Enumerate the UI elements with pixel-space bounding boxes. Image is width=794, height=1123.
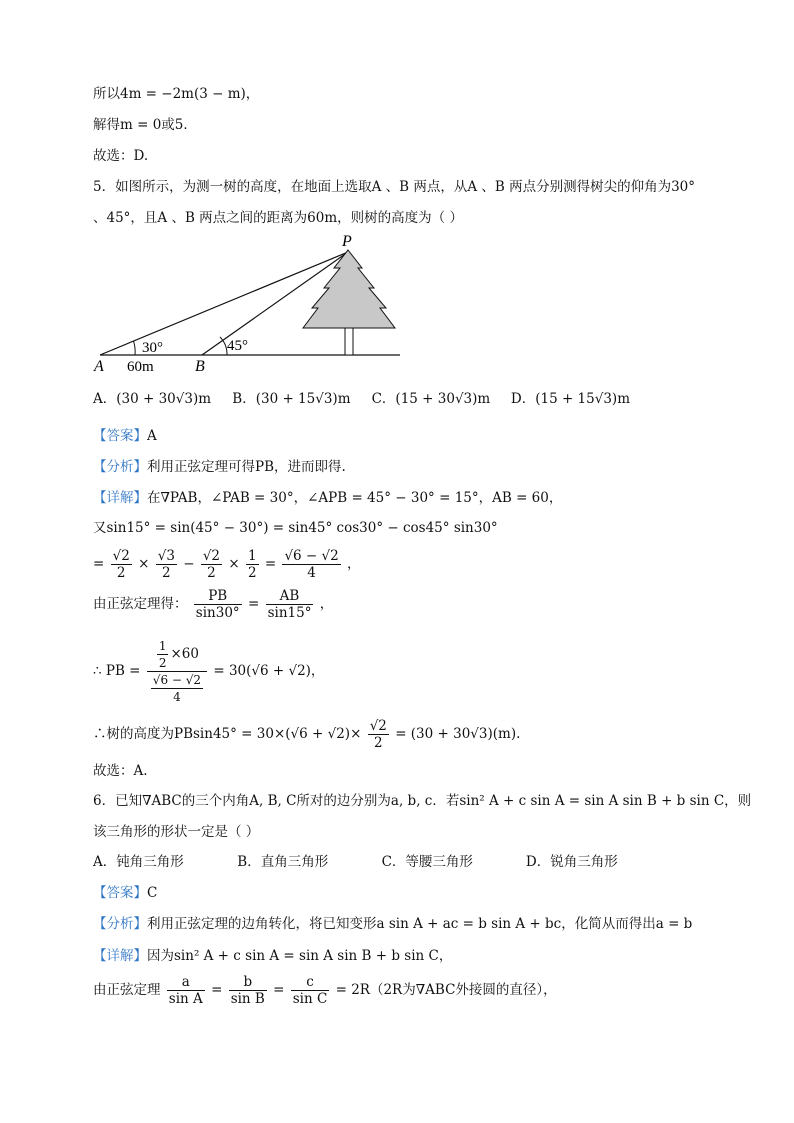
answer-value: A — [147, 428, 157, 444]
analysis-tag: 【分析】 — [93, 459, 147, 475]
question-5-stem-cont: 、45°，且A 、B 两点之间的距离为60m，则树的高度为（ ） — [93, 210, 463, 226]
sine-law-line — [93, 974, 557, 1007]
fraction: $\frac{√2}{2}$ — [112, 548, 130, 581]
choose-line: 故选：A. — [93, 763, 148, 779]
detail-line — [93, 488, 562, 508]
detail-text: 在∇PAB，∠PAB = 30°，∠APB = 45° − 30° = 15°，AB = 60， — [147, 490, 563, 506]
analysis-text: 利用正弦定理的边角转化，将已知变形a sin A + ac = b sin A + bc，化简从而得出a = b — [147, 916, 693, 932]
comma: ， — [319, 596, 334, 612]
label-p: P — [342, 233, 352, 250]
option-b[interactable]: B．(30 + 15√3)m — [232, 391, 351, 407]
pb-result: = 30(√6 + √2)， — [213, 663, 325, 679]
question-6-stem-cont: 该三角形的形状一定是（ ） — [93, 824, 260, 840]
times-sign: × — [228, 556, 240, 572]
question-6-stem: 6．已知∇ABC的三个内角A, B, C所对的边分别为a, b, c．若sin² A + c sin A = sin A sin B + b sin C，则 — [93, 793, 752, 809]
question-5-options — [93, 389, 646, 409]
text-line: 解得m = 0或5． — [93, 117, 197, 133]
tree-icon — [303, 250, 395, 355]
answer-tag: 【答案】 — [93, 885, 147, 901]
fraction: $\frac{c}{\text{sin C}}$ — [292, 974, 328, 1007]
height-prefix: ∴树的高度为PBsin45° = 30×(√6 + √2)× — [93, 726, 362, 742]
law-prefix: 由正弦定理 — [93, 982, 161, 998]
expansion-line — [93, 548, 361, 581]
sin15-line: 又sin15° = sin(45° − 30°) = sin45° cos30° − cos45° sin30° — [93, 520, 498, 536]
option-d[interactable]: D．(15 + 15√3)m — [510, 391, 630, 407]
detail-tag: 【详解】 — [93, 490, 147, 506]
fraction: $\frac{√3}{2}$ — [157, 548, 175, 581]
height-result: = (30 + 30√3)(m). — [395, 726, 521, 742]
law-suffix: = 2R（2R为∇ABC外接圆的直径）， — [335, 982, 557, 998]
question-5-stem: 5．如图所示，为测一树的高度，在地面上选取A 、B 两点，从A 、B 两点分别测得树尖的仰角为30° — [93, 179, 696, 195]
analysis-tag: 【分析】 — [93, 916, 147, 932]
fraction: $\frac{b}{\text{sin B}}$ — [230, 974, 265, 1007]
fraction: $\frac{AB}{\sin 15^\circ}$ — [267, 588, 312, 621]
law-prefix: 由正弦定理得： — [93, 596, 188, 612]
analysis-line — [93, 914, 692, 934]
answer-value: C — [147, 885, 158, 901]
equals-sign: = — [273, 982, 285, 998]
option-b[interactable]: B．直角三角形 — [237, 854, 329, 870]
analysis-text: 利用正弦定理可得PB，进而即得. — [147, 459, 346, 475]
detail-tag: 【详解】 — [93, 948, 147, 964]
text-line: 故选：D. — [93, 148, 149, 164]
height-line — [93, 718, 520, 751]
angle-label-30: 30° — [142, 340, 163, 356]
label-a: A — [94, 358, 104, 375]
times-sign: × — [138, 556, 150, 572]
fraction: $\frac{1}{2}$ — [247, 548, 257, 581]
distance-label: 60m — [127, 359, 154, 375]
equals-sign: = — [211, 982, 223, 998]
minus-sign: − — [183, 556, 195, 572]
sine-law-line — [93, 588, 333, 621]
pb-prefix: ∴ PB = — [93, 663, 141, 679]
question-6-options — [93, 852, 666, 872]
analysis-line — [93, 457, 346, 477]
tree-height-figure — [90, 232, 410, 377]
comma: ， — [347, 556, 361, 572]
option-c[interactable]: C．等腰三角形 — [381, 854, 473, 870]
equals-sign: = — [264, 556, 277, 572]
equals-sign: = — [93, 556, 105, 572]
fraction: $\frac{PB}{\sin 30^\circ}$ — [195, 588, 240, 621]
answer-line — [93, 426, 157, 446]
option-c[interactable]: C．(15 + 30√3)m — [371, 391, 491, 407]
compound-fraction: $\frac{1}{2}$ ×60 $\frac{√6 - √2}{4}$ — [147, 638, 207, 705]
fraction: $\frac{√6 - √2}{4}$ — [284, 548, 339, 581]
option-a[interactable]: A．钝角三角形 — [93, 854, 184, 870]
angle-label-45: 45° — [227, 338, 248, 354]
detail-line — [93, 946, 452, 966]
equals-sign: = — [247, 596, 260, 612]
answer-tag: 【答案】 — [93, 428, 147, 444]
fraction: $\frac{√2}{2}$ — [369, 718, 387, 751]
text-line: 所以4m = −2m(3 − m)， — [93, 86, 260, 102]
fraction: $\frac{a}{\text{sin A}}$ — [168, 974, 203, 1007]
option-a[interactable]: A．(30 + 30√3)m — [93, 391, 212, 407]
fraction: $\frac{√2}{2}$ — [202, 548, 221, 581]
pb-line — [93, 638, 324, 705]
option-d[interactable]: D．锐角三角形 — [525, 854, 618, 870]
angle-arc-a — [134, 341, 136, 355]
detail-text: 因为sin² A + c sin A = sin A sin B + b sin C， — [147, 948, 453, 964]
answer-line — [93, 883, 157, 903]
label-b: B — [195, 358, 205, 375]
